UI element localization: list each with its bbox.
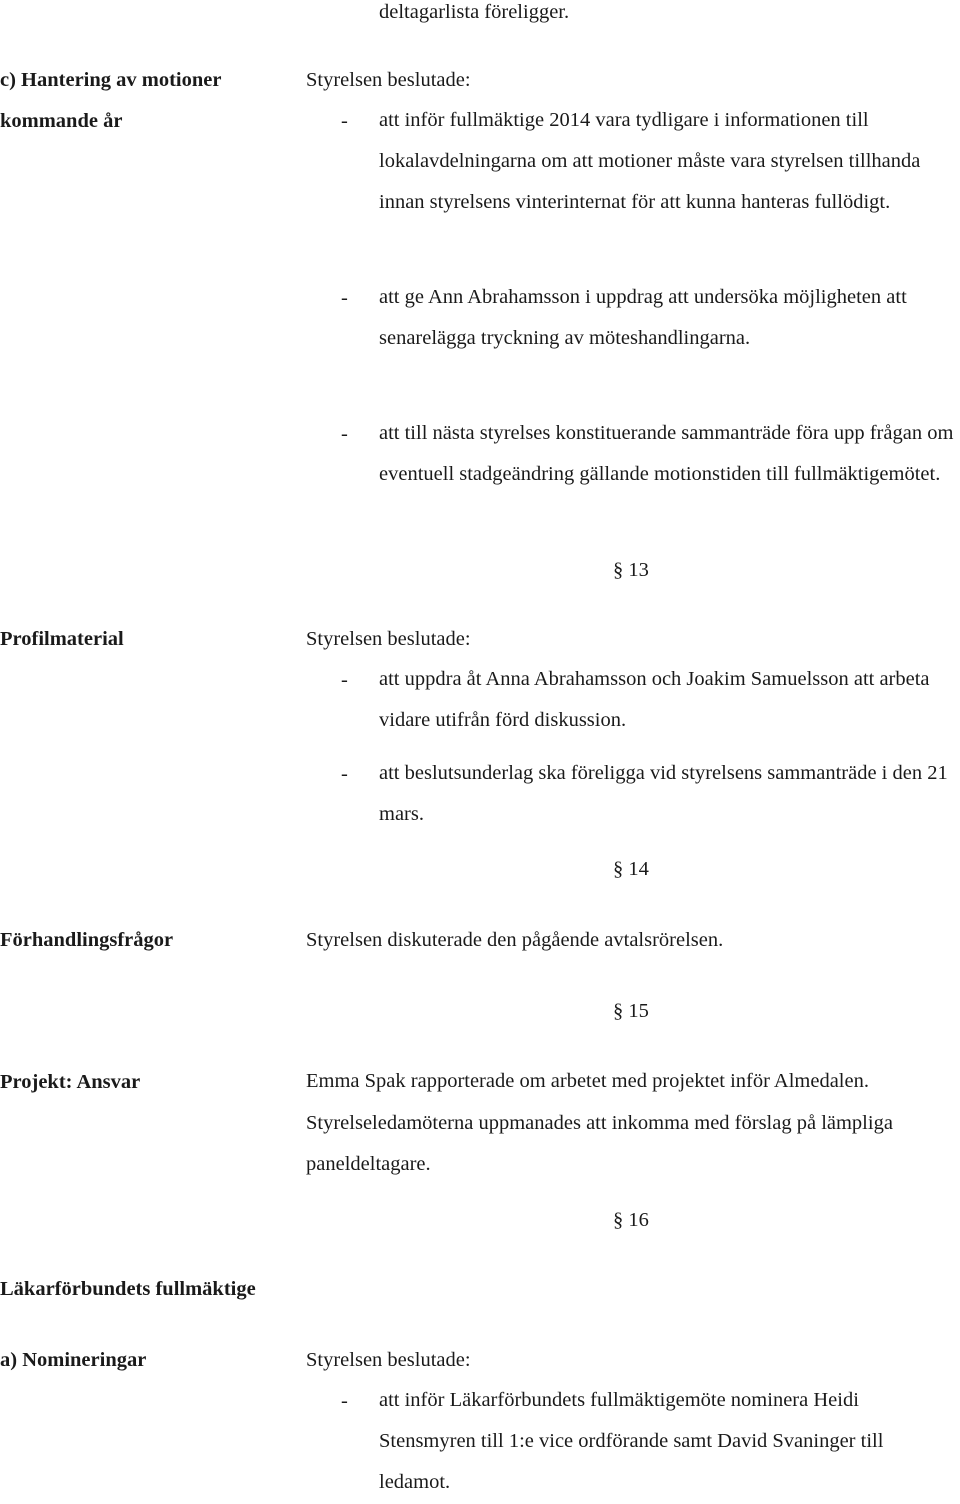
decision-bullet: att inför Läkarförbundets fullmäktigemöte nominera Heidi Stensmyren till 1:e vice ordförande samt David Svaninger till ledamot.	[379, 1389, 884, 1494]
bullet-marker: -	[341, 287, 348, 309]
section-16-heading: Läkarförbundets fullmäktige	[0, 1278, 256, 1300]
paragraph-number: § 14	[613, 858, 649, 880]
decision-bullet: att inför fullmäktige 2014 vara tydligare i informationen till lokalavdelningarna om att motioner måste vara styrelsen tillhanda innan styrelsens vinterinternat för att kunna hanteras fullödigt.	[379, 109, 921, 214]
bullet-marker: -	[341, 110, 348, 132]
paragraph-number: § 15	[613, 1000, 649, 1022]
bullet-marker: -	[341, 669, 348, 691]
section-14-heading: Förhandlingsfrågor	[0, 929, 174, 951]
section-c-heading-cont: kommande år	[0, 110, 123, 132]
section-c-heading: c) Hantering av motioner	[0, 69, 222, 91]
decision-bullet: att uppdra åt Anna Abrahamsson och Joakim Samuelsson att arbeta vidare utifrån förd diskussion.	[379, 668, 930, 732]
paragraph-number: § 16	[613, 1209, 649, 1231]
decision-bullet: att ge Ann Abrahamsson i uppdrag att undersöka möjligheten att senarelägga tryckning av möteshandlingarna.	[379, 286, 907, 350]
section-16-subheading: a) Nomineringar	[0, 1349, 147, 1371]
decision-label: Styrelsen beslutade:	[306, 69, 471, 91]
decision-bullet: att till nästa styrelses konstituerande sammanträde föra upp frågan om eventuell stadgeändring gällande motionstiden till fullmäktigemötet.	[379, 422, 954, 486]
bullet-marker: -	[341, 1390, 348, 1412]
section-text: Emma Spak rapporterade om arbetet med projektet inför Almedalen. Styrelseledamöterna uppmanades att inkomma med förslag på lämpliga paneldeltagare.	[306, 1070, 893, 1175]
paragraph-number: § 13	[613, 559, 649, 581]
bullet-marker: -	[341, 423, 348, 445]
section-text: Styrelsen diskuterade den pågående avtalsrörelsen.	[306, 929, 724, 951]
section-13-heading: Profilmaterial	[0, 628, 124, 650]
decision-label: Styrelsen beslutade:	[306, 1349, 471, 1371]
bullet-marker: -	[341, 763, 348, 785]
decision-bullet: att beslutsunderlag ska föreligga vid styrelsens sammanträde i den 21 mars.	[379, 762, 948, 826]
decision-label: Styrelsen beslutade:	[306, 628, 471, 650]
continuation-text: deltagarlista föreligger.	[379, 1, 570, 23]
section-15-heading: Projekt: Ansvar	[0, 1071, 141, 1093]
